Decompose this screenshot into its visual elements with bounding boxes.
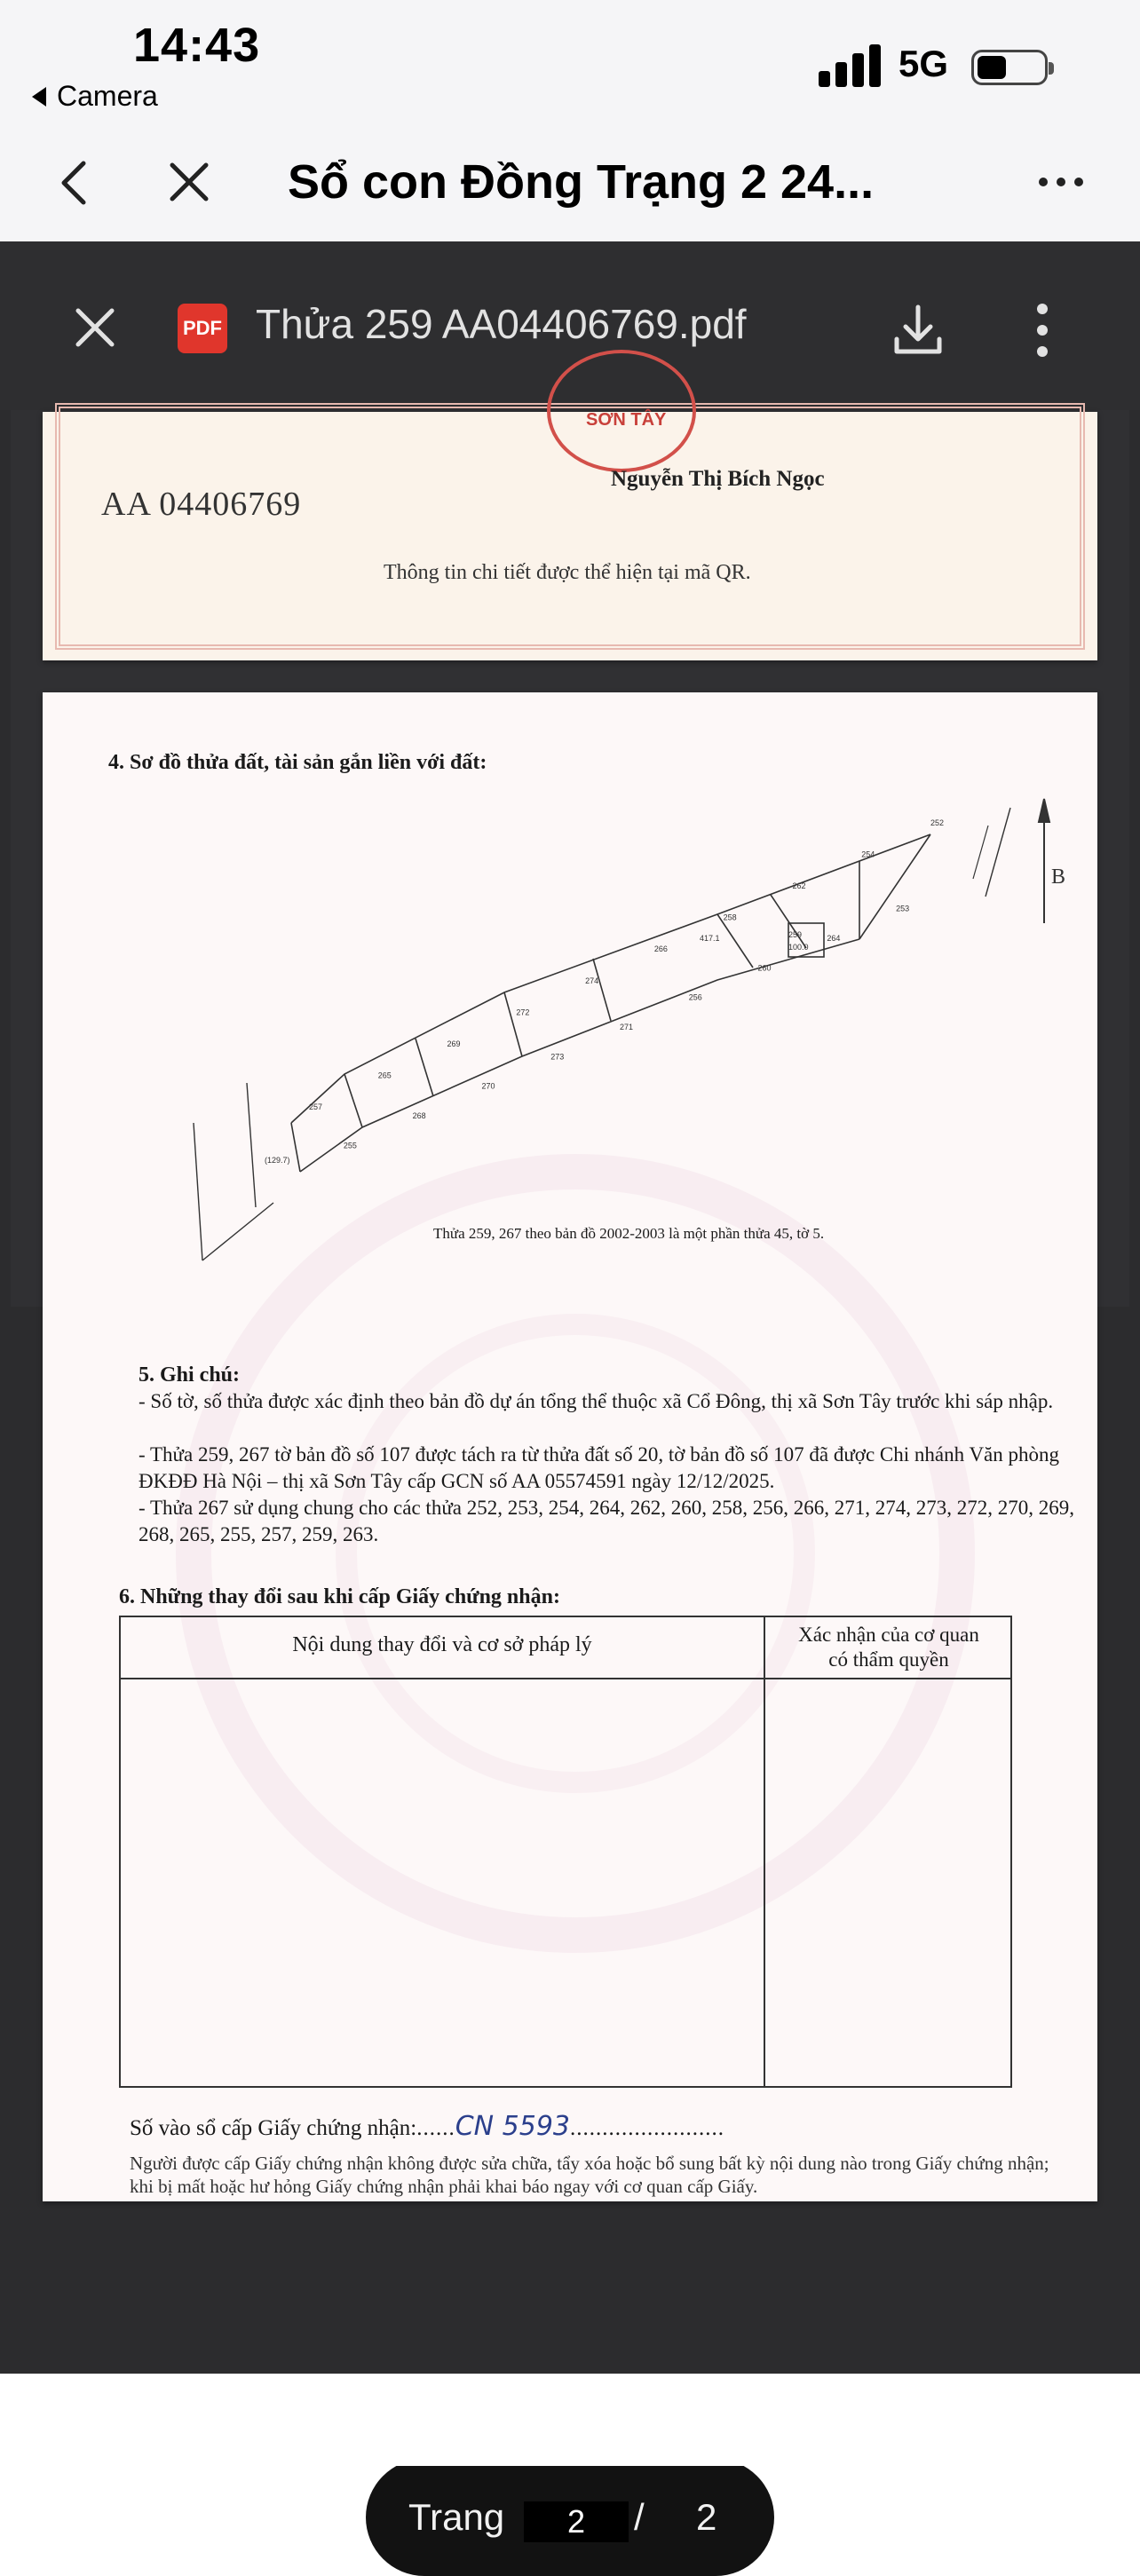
app-nav-bar bbox=[0, 124, 1140, 242]
table-header-authority bbox=[765, 1623, 1012, 1672]
table-header-authority-line2: có thẩm quyền bbox=[828, 1648, 949, 1671]
close-viewer-icon[interactable] bbox=[73, 305, 117, 350]
chevron-left-icon[interactable] bbox=[55, 158, 94, 208]
land-plot-diagram bbox=[220, 790, 1108, 1287]
north-label: B bbox=[1051, 865, 1066, 889]
cellular-signal-icon bbox=[819, 41, 883, 87]
pdf-page-2 bbox=[43, 692, 1097, 2201]
conversation-title: Sổ con Đồng Trạng 2 24... bbox=[288, 155, 875, 209]
plot-label: 268 bbox=[412, 1111, 426, 1120]
plot-label: 266 bbox=[653, 944, 668, 954]
pdf-page-1 bbox=[43, 412, 1097, 660]
table-header-authority-line1: Xác nhận của cơ quan bbox=[798, 1624, 979, 1646]
page-indicator bbox=[366, 2459, 774, 2576]
plot-label: 270 bbox=[481, 1081, 495, 1091]
page-separator: / bbox=[634, 2496, 645, 2538]
back-to-camera-link[interactable] bbox=[32, 80, 158, 113]
registry-line: Số vào sổ cấp Giấy chứng nhận:......CN 5593........................ bbox=[130, 2111, 724, 2142]
plot-label: 257 bbox=[309, 1102, 323, 1111]
note-3: - Thửa 267 sử dụng chung cho các thửa 252, 253, 254, 264, 262, 260, 258, 256, 266, 271, 274, 273, 272, 270, 269, 268, 265, 255, 257, 259, 263. bbox=[139, 1497, 1074, 1545]
changes-table bbox=[119, 1616, 1012, 2088]
qr-note: Thông tin chi tiết được thể hiện tại mã QR. bbox=[384, 561, 751, 584]
plot-label: 271 bbox=[620, 1023, 634, 1031]
current-page-input[interactable]: 2 bbox=[524, 2501, 629, 2542]
section-6-title: 6. Những thay đổi sau khi cấp Giấy chứng nhận: bbox=[119, 1585, 560, 1608]
plot-label: 254 bbox=[861, 849, 875, 859]
plot-label: 269 bbox=[447, 1039, 461, 1048]
plot-label: 265 bbox=[377, 1071, 392, 1080]
table-header-content: Nội dung thay đổi và cơ sở pháp lý bbox=[292, 1633, 592, 1656]
note-1: - Số tờ, số thửa được xác định theo bản đồ dự án tổng thể thuộc xã Cổ Đông, thị xã Sơn Tây trước khi sáp nhập. bbox=[139, 1390, 1054, 1412]
certificate-serial: AA 04406769 bbox=[101, 486, 302, 523]
plot-label: 253 bbox=[896, 904, 910, 913]
seal-text: SƠN TÂY bbox=[586, 410, 667, 430]
back-app-label: Camera bbox=[57, 80, 158, 112]
viewer-more-icon[interactable] bbox=[1037, 304, 1048, 357]
plot-label: 258 bbox=[723, 913, 737, 922]
highlight-parcel-area: 100.0 bbox=[788, 943, 809, 952]
plot-label: 274 bbox=[585, 976, 599, 985]
status-bar bbox=[0, 0, 1140, 124]
pdf-viewer bbox=[0, 241, 1140, 2540]
plot-label: 256 bbox=[688, 992, 702, 1002]
pdf-filename: Thửa 259 AA04406769.pdf bbox=[256, 301, 747, 347]
plot-label: 272 bbox=[516, 1007, 530, 1017]
plot-label: 252 bbox=[930, 818, 945, 827]
pdf-file-icon: PDF bbox=[178, 304, 227, 353]
signer-name: Nguyễn Thị Bích Ngọc bbox=[611, 467, 825, 491]
total-pages: 2 bbox=[696, 2496, 717, 2538]
network-type: 5G bbox=[899, 43, 949, 84]
status-time: 14:43 bbox=[133, 19, 261, 72]
battery-icon bbox=[971, 50, 1048, 85]
home-indicator-area bbox=[0, 2374, 1140, 2466]
section-4-title: 4. Sơ đồ thửa đất, tài sản gắn liền với đất: bbox=[108, 751, 487, 774]
small-area: (129.7) bbox=[265, 1156, 290, 1165]
back-triangle-icon bbox=[32, 87, 46, 107]
close-icon[interactable] bbox=[167, 160, 211, 204]
registry-label: Số vào sổ cấp Giấy chứng nhận: bbox=[130, 2116, 417, 2140]
plot-label: 273 bbox=[550, 1052, 565, 1062]
footer-warning: Người được cấp Giấy chứng nhận không được sửa chữa, tẩy xóa hoặc bổ sung bất kỳ nội dung nào trong Giấy chứng nhận; khi bị mất hoặc hư hỏng Giấy chứng nhận phải khai báo ngay với cơ quan cấp Giấy. bbox=[130, 2153, 1049, 2197]
plan-note: Thửa 259, 267 theo bản đồ 2002-2003 là một phần thửa 45, tờ 5. bbox=[433, 1225, 825, 1242]
plot-label: 262 bbox=[792, 881, 806, 891]
note-2: - Thửa 259, 267 tờ bản đồ số 107 được tách ra từ thửa đất số 20, tờ bản đồ số 107 đã được Chi nhánh Văn phòng ĐKĐĐ Hà Nội – thị xã Sơn Tây cấp GCN số AA 05574591 ngày 12/12/2025. bbox=[139, 1443, 1060, 1492]
more-options-icon[interactable] bbox=[1039, 178, 1083, 186]
plot-label: 260 bbox=[757, 963, 772, 973]
page-label: Trang bbox=[408, 2496, 505, 2538]
highlight-parcel-number: 259 bbox=[788, 930, 803, 939]
registry-value: CN 5593 bbox=[455, 2111, 570, 2142]
section-5-title: 5. Ghi chú: bbox=[139, 1363, 241, 1387]
main-area: 417.1 bbox=[700, 934, 720, 943]
plot-label: 255 bbox=[343, 1141, 357, 1150]
download-icon[interactable] bbox=[893, 304, 943, 357]
plot-label: 264 bbox=[827, 934, 841, 943]
